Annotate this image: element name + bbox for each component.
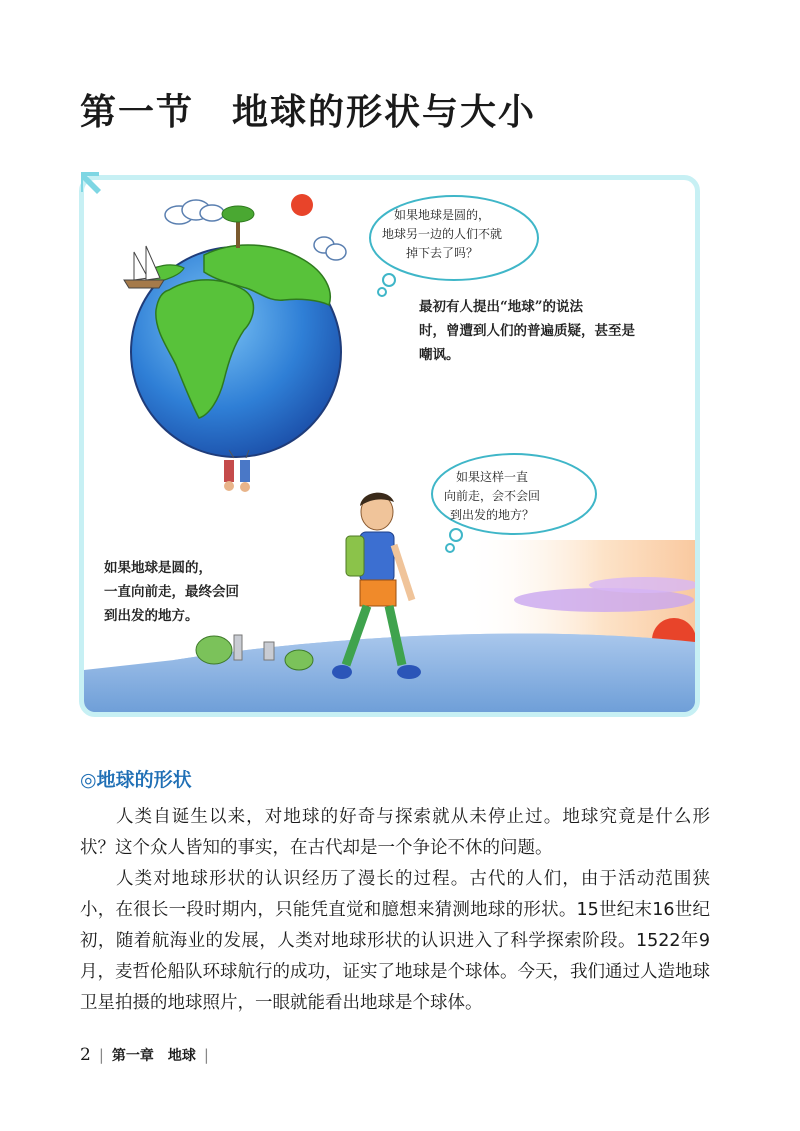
chapter-label: 第一章 地球: [111, 1048, 196, 1064]
page-footer: [80, 1045, 209, 1065]
bubble-question-text: 如果地球是圆的， 地球另一边的人们不就 掉下去了吗？: [382, 208, 503, 260]
caption-bottom: 如果地球是圆的， 一直向前走，最终会回 到出发的地方。: [104, 560, 239, 624]
page-title: 第一节 地球的形状与大小: [80, 92, 537, 133]
tree-icon: [222, 206, 254, 248]
caption-top: 最初有人提出“地球”的说法 时，曾遭到人们的普遍质疑，甚至是 嘲讽。: [419, 299, 635, 363]
corner-arrow-icon: [79, 170, 109, 200]
paragraph-1: 人类自诞生以来，对地球的好奇与探索就从未停止过。地球究竟是什么形状？这个众人皆知的事实，在古代却是一个争论不休的问题。: [80, 807, 710, 858]
paragraph-2: 人类对地球形状的认识经历了漫长的过程。古代的人们，由于活动范围狭小，在很长一段时期内，只能凭直觉和臆想来猜测地球的形状。15世纪末16世纪初，随着航海业的发展，人类对地球形状的认识进入了科学探索阶段。1522年9月，麦哲伦船队环球航行的成功，证实了地球是个球体。今天，我们通过人造地球卫星拍摄的地球照片，一眼就能看出地球是个球体。: [80, 869, 710, 1013]
footer-divider-end: |: [203, 1046, 209, 1064]
section-heading: ◎地球的形状: [80, 769, 192, 791]
cloud-right: [314, 237, 346, 260]
page-number: 2: [80, 1045, 91, 1065]
footer-divider: |: [98, 1046, 104, 1064]
illustration-panel: [79, 175, 700, 717]
sun-top: [291, 194, 313, 216]
bubble-walk-text: 如果这样一直 向前走，会不会回 到出发的地方？: [444, 470, 541, 522]
cloud-left: [165, 200, 224, 224]
